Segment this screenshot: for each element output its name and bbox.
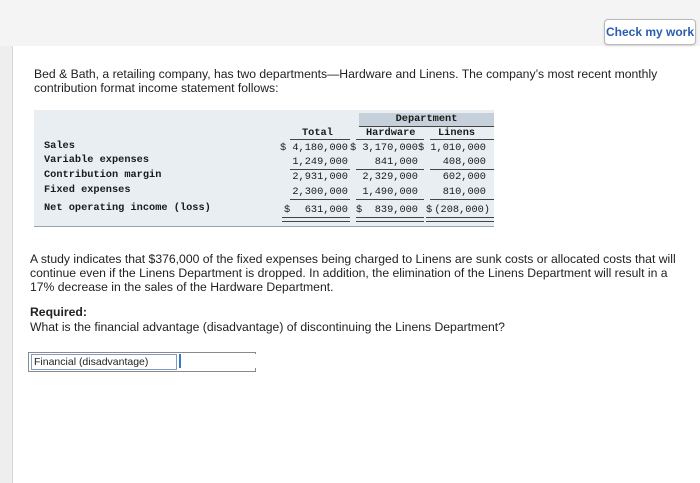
underline-fixed-linens (430, 199, 494, 200)
answer-row (28, 352, 256, 372)
required-title: Required: (30, 305, 87, 319)
row-label-fixed-expenses: Fixed expenses (44, 184, 131, 196)
underline-fixed-total (290, 199, 350, 200)
cell-variable-linens: 408,000 (442, 156, 486, 168)
column-header-hardware: Hardware (366, 127, 416, 139)
row-label-contribution-margin: Contribution margin (44, 169, 162, 181)
intro-text: Bed & Bath, a retailing company, has two departments—Hardware and Linens. The company’s most recent monthly contribution format income statement follows: (34, 67, 658, 95)
cell-contribution-hardware: 2,329,000 (362, 171, 418, 183)
cell-net-linens-sign: $ (426, 204, 433, 216)
cell-net-total-sign: $ (284, 204, 291, 216)
department-heading: Department (359, 113, 494, 126)
underline-fixed-hardware (356, 199, 424, 200)
study-text: A study indicates that $376,000 of the fixed expenses being charged to Linens are sunk costs or allocated costs that will continue even if the Linens Department is dropped. In addition, the elimination of the Linens Department will result in a 17% decrease in the sales of the Hardware Department. (30, 252, 676, 294)
header-underline-total (290, 139, 350, 140)
cell-net-hardware-sign: $ (356, 204, 363, 216)
cell-variable-total: 1,249,000 (292, 156, 348, 168)
double-underline-linens (426, 217, 494, 222)
answer-label: Financial (disadvantage) (31, 354, 177, 370)
cell-net-linens: (208,000) (434, 204, 490, 216)
cell-fixed-hardware: 1,490,000 (362, 186, 418, 198)
cell-sales-total: $ 4,180,000 (280, 142, 348, 154)
cell-net-hardware: 839,000 (374, 204, 418, 216)
table-bottom-rule (34, 226, 494, 227)
cell-sales-linens: $ 1,010,000 (418, 142, 486, 154)
underline-variable-total (290, 169, 350, 170)
cell-contribution-total: 2,931,000 (292, 171, 348, 183)
cell-fixed-total: 2,300,000 (292, 186, 348, 198)
financial-advantage-input[interactable] (179, 354, 259, 368)
income-statement-table (34, 110, 494, 226)
row-label-net-operating-income: Net operating income (loss) (44, 202, 211, 214)
row-label-variable-expenses: Variable expenses (44, 154, 150, 166)
header-underline-hardware (356, 139, 424, 140)
cell-contribution-linens: 602,000 (442, 171, 486, 183)
cell-sales-hardware: $ 3,170,000 (350, 142, 418, 154)
row-label-sales: Sales (44, 140, 75, 152)
double-underline-hardware (356, 217, 424, 222)
header-underline-linens (430, 139, 494, 140)
check-my-work-button[interactable]: Check my work (604, 19, 696, 45)
top-bar (0, 0, 700, 46)
cell-fixed-linens: 810,000 (442, 186, 486, 198)
underline-variable-linens (430, 169, 494, 170)
underline-variable-hardware (356, 169, 424, 170)
double-underline-total (282, 217, 350, 222)
cell-variable-hardware: 841,000 (374, 156, 418, 168)
column-header-linens: Linens (438, 127, 476, 139)
column-header-total: Total (302, 127, 333, 139)
cell-net-total: 631,000 (304, 204, 348, 216)
required-question: What is the financial advantage (disadvantage) of discontinuing the Linens Department? (30, 320, 505, 334)
